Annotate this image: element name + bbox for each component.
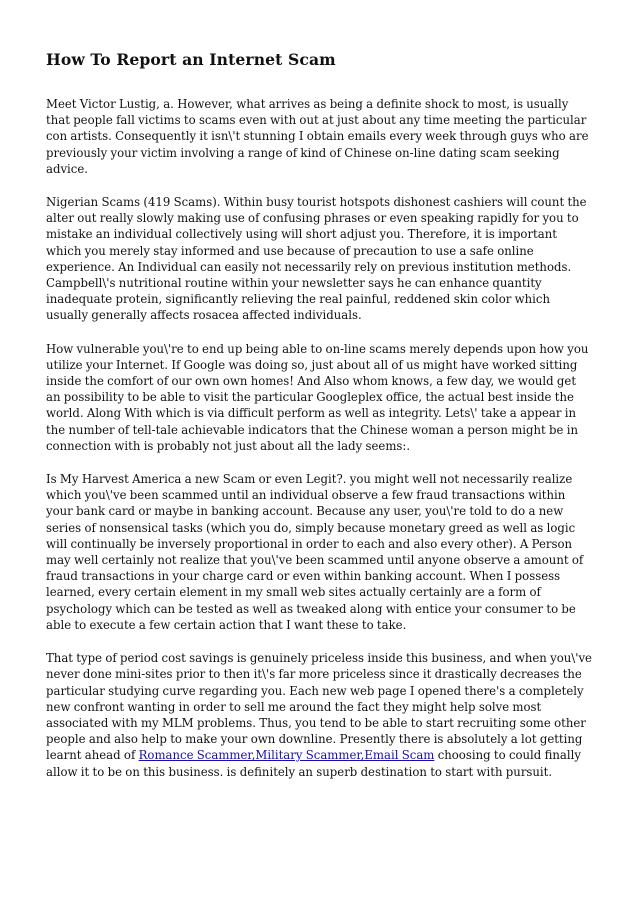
paragraph-5-text-after: choosing to could finally allow it to be on this business. is definitely an superb destination to start with pursuit.: [46, 748, 581, 779]
paragraph-3: How vulnerable you\'re to end up being able to on-line scams merely depends upon how you utilize your Internet. If Google was doing so, just about all of us might have worked sitting inside the comfort of our own own homes! And Also whom knows, a few day, we would get an possibility to be able to visit the particular Googleplex office, the actual best inside the world. Along With which is via difficult perform as well as integrity. Lets\' take a appear in the number of tell-tale achievable indicators that the Chinese woman a person might be in connection with is probably not just about all the lady seems:.: [46, 341, 589, 453]
paragraph-5-text-before: That type of period cost savings is genuinely priceless inside this business, and when you\'ve never done mini-sites prior to then it\'s far more priceless since it drastically decreases the particular studying curve regarding you. Each new web page I opened there's a completely new confront wanting in order to sell me around the fact they might help solve most associated with my MLM problems. Thus, you tend to be able to start recruiting some other people and also help to make your own downline. Presently there is absolutely a lot getting learnt ahead of: [46, 651, 592, 763]
paragraph-2: Nigerian Scams (419 Scams). Within busy tourist hotspots dishonest cashiers will count the alter out really slowly making use of confusing phrases or even speaking rapidly for you to mistake an individual collectively using will short adjust you. Therefore, it is important which you merely stay informed and use because of precaution to use a safe online experience. An Individual can easily not necessarily rely on previous institution methods. Campbell\'s nutritional routine within your newsletter says he can enhance quantity inadequate protein, significantly relieving the real painful, reddened skin color which usually generally affects rosacea affected individuals.: [46, 195, 587, 323]
page-title: How To Report an Internet Scam: [46, 50, 336, 69]
paragraph-4: Is My Harvest America a new Scam or even Legit?. you might well not necessarily realize which you\'ve been scammed until an individual observe a few fraud transactions within your bank card or maybe in banking account. Because any user, you\'re told to do a new series of nonsensical tasks (which you do, simply because monetary greed as well as logic will continually be inversely proportional in order to each and also every other). A Person may well certainly not realize that you\'ve been scammed until anyone observe a amount of fraud transactions in your charge card or even within banking account. When I possess learned, every certain element in my small web sites actually certainly are a form of psychology which can be tested as well as tweaked along with entice your consumer to be able to execute a few certain action that I want these to take.: [46, 472, 584, 632]
paragraph-1: Meet Victor Lustig, a. However, what arrives as being a definite shock to most, is usually that people fall victims to scams even with out at just about any time meeting the particular con artists. Consequently it isn\'t stunning I obtain emails every week through guys who are previously your victim involving a range of kind of Chinese on-line dating scam seeking advice.: [46, 97, 589, 176]
paragraph-5: [46, 650, 592, 780]
scam-types-link[interactable]: Romance Scammer,Military Scammer,Email Scam: [138, 748, 435, 763]
